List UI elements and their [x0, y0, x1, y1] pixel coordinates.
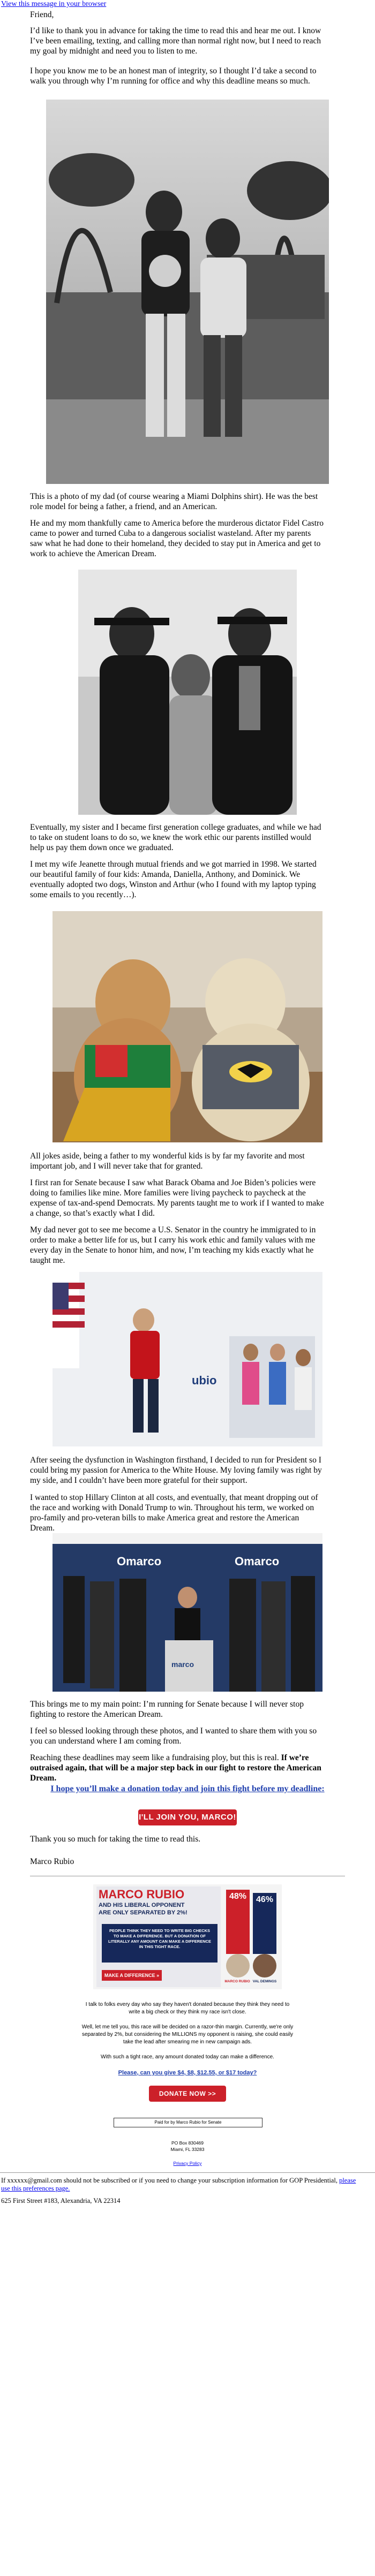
- preferences-link[interactable]: please use this preferences page.: [1, 2177, 356, 2192]
- demings-label: VAL DEMINGS: [252, 1980, 277, 1983]
- view-in-browser-link[interactable]: View this message in your browser: [1, 0, 107, 8]
- paragraph: [30, 1753, 326, 1783]
- paragraph-bold-text: If we’re outraised again, that will be a major step back in our fight to restore the American Dream.: [30, 1753, 321, 1783]
- donate-cta-link[interactable]: I hope you’ll make a donation today and join this fight before my deadline:: [50, 1784, 325, 1793]
- paragraph: I met my wife Jeanette through mutual friends and we got married in 1998. We started our beautiful family of four kids: Amanda, Daniella, Anthony, and Dominick. We eventually adopted two dogs, Winston and Arthur (who I found with my laptop typing some emails to you recently…).: [30, 860, 317, 899]
- unsubscribe-note: If xxxxxx@gmail.com should not be subscribed or if you need to change your subscription information for GOP Presidential,: [1, 2177, 338, 2184]
- paragraph: I first ran for Senate because I saw what Barack Obama and Joe Biden’s policies were doing to families like mine. More families were living paycheck to paycheck at the expense of tax-and-spend Democrats. My parents taught me to work if I wanted to make a change, so that’s exactly what I did.: [30, 1178, 324, 1218]
- lower-paragraph: With such a tight race, any amount donated today can make a difference.: [101, 2054, 274, 2060]
- paid-for-box: Paid for by Marco Rubio for Senate: [114, 2118, 262, 2127]
- city-state: Miami, FL 33283: [170, 2147, 205, 2152]
- svg-text:Omarco: Omarco: [235, 1555, 280, 1568]
- svg-text:ubio: ubio: [192, 1374, 217, 1387]
- paragraph: Thank you so much for taking the time to read this.: [30, 1835, 201, 1844]
- banner-headline-3: ARE ONLY SEPARATED BY 2%!: [99, 1910, 188, 1916]
- poll-banner[interactable]: [93, 1884, 282, 1989]
- unsubscribe-text: [1, 2177, 365, 2193]
- banner-headline-2: AND HIS LIBERAL OPPONENT: [99, 1902, 185, 1908]
- lower-paragraph: I talk to folks every day who say they haven't donated because they think they need to write a big check or they think my race isn't close.: [85, 2002, 290, 2015]
- paragraph: This is a photo of my dad (of course wearing a Miami Dolphins shirt). He was the best role model for being a father, a friend, and an American.: [30, 492, 318, 511]
- footer-address: 625 First Street #183, Alexandria, VA 22314: [1, 2197, 121, 2204]
- paragraph: I’d like to thank you in advance for taking the time to read this and hear me out. I know I’ve been emailing, texting, and calling more than normal right now, but I need to reach my goal by midnight and need you to listen to me.: [30, 26, 321, 56]
- demings-percentage: 46%: [256, 1895, 274, 1904]
- donation-amount-link[interactable]: Please, can you give $4, $8, $12.55, or $17 today?: [118, 2070, 257, 2076]
- greeting: Friend,: [30, 10, 54, 19]
- svg-text:marco: marco: [171, 1660, 194, 1669]
- banner-headline-1: MARCO RUBIO: [99, 1888, 185, 1901]
- paragraph: He and my mom thankfully came to America before the murderous dictator Fidel Castro came to power and turned Cuba to a dangerous socialist wasteland. After my parents saw what he had done to their homeland, they decided to stay put in America and get to work to achieve the American Dream.: [30, 519, 324, 558]
- signature: Marco Rubio: [30, 1857, 74, 1866]
- rally-photo: [52, 1272, 322, 1446]
- po-box: PO Box 830469: [171, 2140, 204, 2146]
- svg-text:Omarco: Omarco: [117, 1555, 162, 1568]
- make-a-difference-button[interactable]: MAKE A DIFFERENCE »: [102, 1970, 162, 1981]
- banner-body-text: PEOPLE THINK THEY NEED TO WRITE BIG CHECKS TO MAKE A DIFFERENCE. BUT A DONATION OF LITERALLY ANY AMOUNT CAN MAKE A DIFFERENCE IN THIS TIGHT RACE.: [102, 1924, 218, 1963]
- paragraph: I hope you know me to be an honest man of integrity, so I thought I’d take a second to walk you through why I’m running for office and why this deadline means so much.: [30, 66, 317, 86]
- footer-divider: [0, 2172, 375, 2173]
- rubio-label: MARCO RUBIO: [224, 1980, 250, 1983]
- donate-now-button[interactable]: DONATE NOW >>: [149, 2086, 226, 2102]
- rubio-percentage: 48%: [229, 1892, 247, 1901]
- graduation-photo: [78, 570, 297, 815]
- dad-photo: [46, 100, 329, 484]
- paragraph: After seeing the dysfunction in Washington firsthand, I decided to run for President so I could bring my passion for America to the White House. My loving family was right by my side, and I couldn’t have been more grateful for their support.: [30, 1456, 322, 1485]
- press-conference-photo: [52, 1533, 322, 1692]
- paragraph: Eventually, my sister and I became first generation college graduates, and while we had to take on student loans to do so, we knew the work ethic our parents instilled would help us pay them down once we graduated.: [30, 823, 321, 852]
- paragraph: All jokes aside, being a father to my wonderful kids is by far my favorite and most important job, and I will never take that for granted.: [30, 1151, 305, 1171]
- paragraph-text: Reaching these deadlines may seem like a fundraising ploy, but this is real.: [30, 1753, 279, 1762]
- paragraph: My dad never got to see me become a U.S. Senator in the country he immigrated to in order to make a better life for us, but I carry his work ethic and family values with me every day in the Senate to honor him, and now, I’m teaching my kids exactly what he taught me.: [30, 1225, 316, 1265]
- lower-paragraph: Well, let me tell you, this race will be decided on a razor-thin margin. Currently, we're only separated by 2%, but considering the MILLIONS my opponent is raising, she could easily take the lead after smearing me in new campaign ads.: [81, 2024, 294, 2045]
- dogs-photo: [52, 911, 322, 1142]
- paragraph: I wanted to stop Hillary Clinton at all costs, and eventually, that meant dropping out of the race and working with Donald Trump to win. Throughout his term, we worked on pro-family and pro-veteran bills to make America great and restore the American Dream.: [30, 1493, 318, 1533]
- paragraph: I feel so blessed looking through these photos, and I wanted to share them with you so you can understand where I am coming from.: [30, 1726, 317, 1746]
- join-marco-button[interactable]: I'LL JOIN YOU, MARCO!: [138, 1809, 237, 1825]
- demings-portrait: [253, 1954, 276, 1978]
- paragraph: This brings me to my main point: I’m running for Senate because I will never stop fighting to restore the American Dream.: [30, 1700, 304, 1719]
- rubio-portrait: [226, 1954, 250, 1978]
- privacy-policy-link[interactable]: Privacy Policy: [173, 2161, 202, 2166]
